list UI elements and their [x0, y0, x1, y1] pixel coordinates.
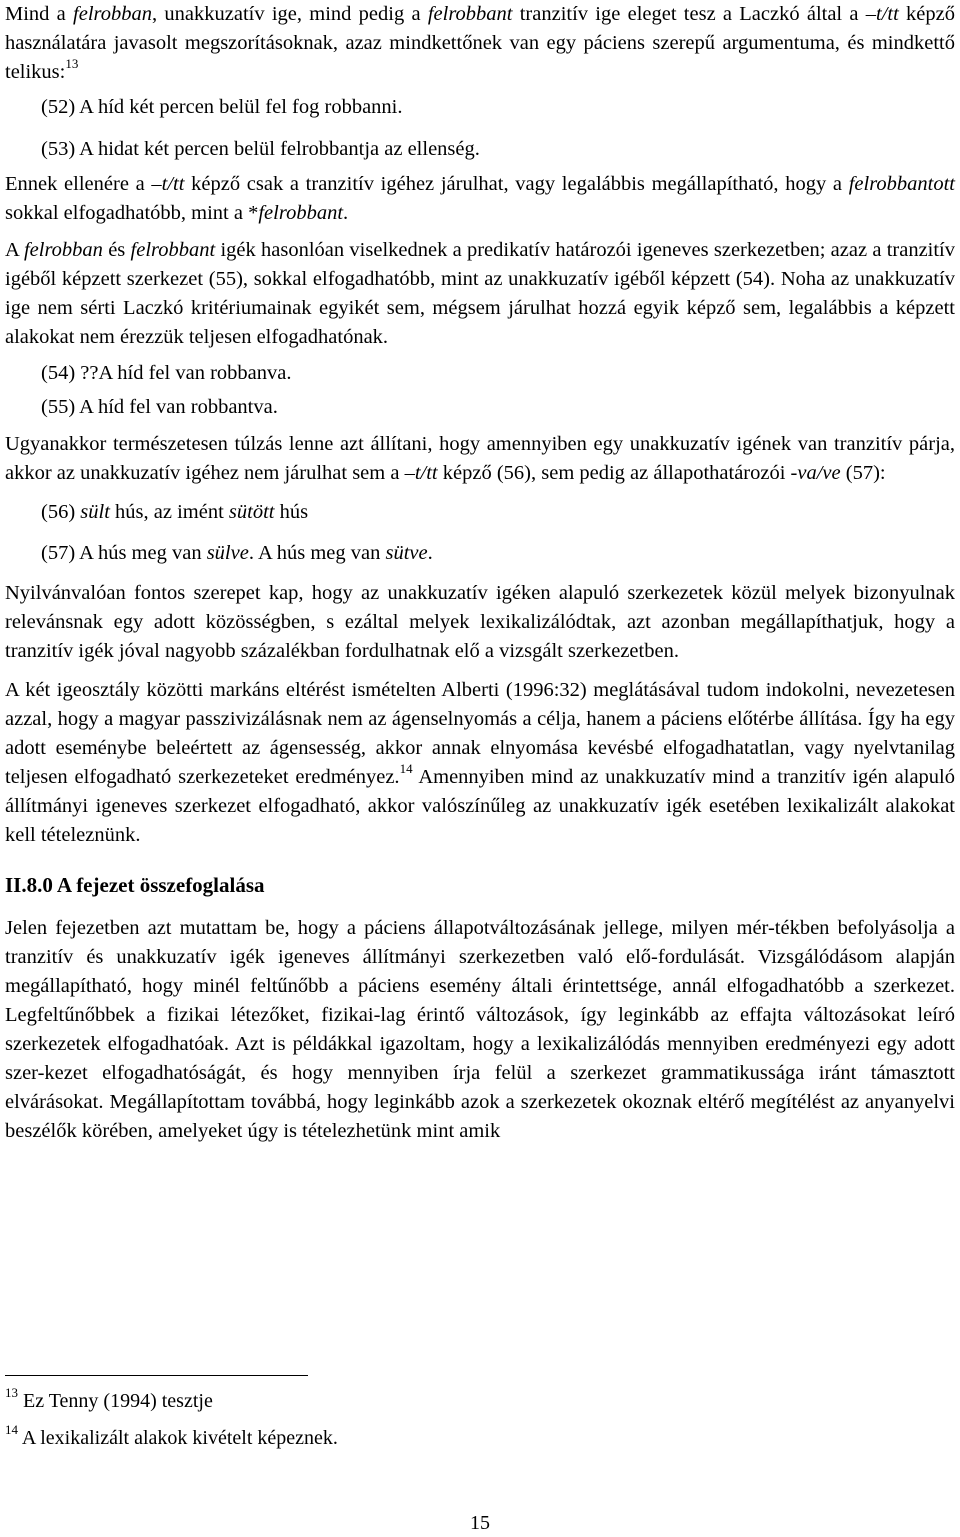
text-run: hús — [274, 501, 309, 523]
paragraph-summary: Jelen fejezetben azt mutattam be, hogy a páciens állapotváltozásának jellege, milyen mér-tékben befolyásolja a tranzitív és unakkuzatív igék igeneves állítmányi szerkezetben való elő-fordulását. Vizsgálódásom alapján megállapítható, hogy minél feltűnőbb a páciens esemény általi érintettsége, annál elfogadhatóbb a szerkezet. Legfeltűnőbbek a fizikai létezőket, fizikai-lag érintő változások, így leginkább az effajta változásokat leíró szerkezetek elfogadhatóak. Azt is példákkal igazoltam, hogy a lexikalizálódás mennyiben eredményezi egy adott szer-kezet elfogadhatóságát, és hogy mennyiben írja felül a szerkezet grammatikussága iránt támasztott elvárásokat. Megállapítottam továbbá, hogy leginkább azok a szerkezetek okoznak eltérő megítélést az anyanyelvi beszélők körében, amelyeket úgy is tételezhetünk mint amik — [5, 917, 955, 1142]
examples-54-55 — [5, 359, 955, 422]
text-run: A — [5, 239, 24, 261]
text-run: A két igeosztály közötti markáns eltérést ismételten Alberti (1996:32) meglátásával tudom indokolni, nevezetesen azzal, hogy a magyar passzivizálásnak nem az ágenselnyomás a célja, hanem a páciens előtérbe állítása. Így ha egy adott eseménybe beleértett az ágensesség, akkor annak elnyomása kevésbé elfogadhatatlan, vagy nyelvtanilag teljesen elfogadható szerkezeteket eredményez. — [5, 679, 955, 788]
paragraph-6 — [5, 676, 955, 850]
italic-term: felrobban — [73, 3, 153, 25]
text-run: . — [427, 542, 433, 564]
italic-term: va/ve — [797, 462, 841, 484]
example-56 — [41, 498, 955, 527]
footnote-text: Ez Tenny (1994) tesztje — [23, 1390, 213, 1412]
example-57 — [41, 539, 955, 568]
text-run: sokkal elfogadhatóbb, mint a * — [5, 202, 259, 224]
text-run: hús, az imént — [109, 501, 229, 523]
text-run: , unakkuzatív ige, mind pedig a — [152, 3, 428, 25]
page-number: 15 — [470, 1512, 490, 1534]
footnote-number: 14 — [5, 1422, 18, 1438]
text-run: és — [102, 239, 131, 261]
paragraph-4 — [5, 430, 955, 488]
footnote-ref: 14 — [399, 761, 413, 777]
footnote-text: A lexikalizált alakok kivételt képeznek. — [21, 1427, 338, 1449]
text-run: tranzitív ige eleget tesz a Laczkó által a — [512, 3, 866, 25]
italic-term: –t/tt — [404, 462, 438, 484]
text-run: . A hús meg van — [248, 542, 386, 564]
paragraph-5: Nyilvánvalóan fontos szerepet kap, hogy az unakkuzatív igéken alapuló szerkezetek közül melyek bizonyulnak relevánsnak egy adott közösségben, s ezáltal melyek lexikalizálódtak, azt azonban megállapíthatjuk, hogy a tranzitív igék jóval nagyobb százalékban fordulhatnak elő a vizsgált szerkezetben. — [5, 582, 955, 662]
footnote-14 — [5, 1422, 338, 1451]
text-run: Ugyanakkor természetesen túlzás lenne azt állítani, hogy amennyiben egy unakkuzatív igének van tranzitív párja, akkor az unakkuzatív igéhez nem járulhat sem a — [5, 433, 955, 484]
paragraph-2 — [5, 170, 955, 228]
footnote-number: 13 — [5, 1385, 18, 1401]
text-run: képző (56), sem pedig az állapothatározói - — [437, 462, 798, 484]
example-55: (55) A híd fel van robbantva. — [41, 396, 278, 418]
section-heading: II.8.0 A fejezet összefoglalása — [5, 873, 265, 897]
text-run: (57): — [840, 462, 886, 484]
example-54: (54) ??A híd fel van robbanva. — [41, 362, 292, 384]
text-run: (57) A hús meg van — [41, 542, 207, 564]
italic-term: felrobbant — [427, 3, 513, 25]
italic-term: sült — [80, 501, 110, 523]
text-run: igék hasonlóan viselkednek a predikatív határozói igeneves szerkezetben; azaz a tranzitív igéből képzett szerkezet (55), sokkal elfogadhatóbb, mint az unakkuzatív igéből képzett (54). Noha az unakkuzatív ige nem sérti Laczkó kritériumainak egyikét sem, mégsem járulhat hozzá egyik képző sem, legalábbis a képzett alakokat nem érezzük teljesen elfogadhatónak. — [5, 239, 956, 348]
italic-term: sülve — [206, 542, 249, 564]
italic-term: felrobbant — [258, 202, 344, 224]
paragraph-3 — [5, 236, 955, 352]
italic-term: –t/tt — [865, 3, 899, 25]
italic-term: felrobban — [23, 239, 103, 261]
text-run: képző használatára javasolt megszorításoknak, azaz mindkettőnek van egy páciens szerepű argumentuma, és mindkettő telikus: — [5, 3, 955, 83]
text-run: . — [343, 202, 349, 224]
paragraph-intro — [5, 0, 955, 87]
footnote-separator — [5, 1375, 308, 1376]
text-run: Mind a — [5, 3, 74, 25]
example-52: (52) A híd két percen belül fel fog robbanni. — [41, 96, 403, 118]
italic-term: sütött — [228, 501, 275, 523]
italic-term: felrobbant — [130, 239, 216, 261]
italic-term: sütve — [385, 542, 428, 564]
text-run: Amennyiben mind az unakkuzatív mind a tranzitív igén alapuló állítmányi igeneves szerkezet elfogadható, akkor valószínűleg az unakkuzatív igék esetében lexikalizált alakokat kell tételeznünk. — [5, 766, 955, 846]
examples-52-53 — [5, 93, 955, 164]
footnote-ref: 13 — [65, 56, 79, 72]
text-run: (56) — [41, 501, 81, 523]
examples-56-57 — [5, 498, 955, 568]
footnote-13 — [5, 1385, 213, 1414]
text-run: képző csak a tranzitív igéhez járulhat, vagy legalábbis megállapítható, hogy a — [184, 173, 849, 195]
document-page — [5, 0, 955, 1146]
example-53: (53) A hidat két percen belül felrobbantja az ellenség. — [41, 138, 480, 160]
italic-term: –t/tt — [151, 173, 185, 195]
text-run: Ennek ellenére a — [5, 173, 152, 195]
italic-term: felrobbantott — [848, 173, 955, 195]
